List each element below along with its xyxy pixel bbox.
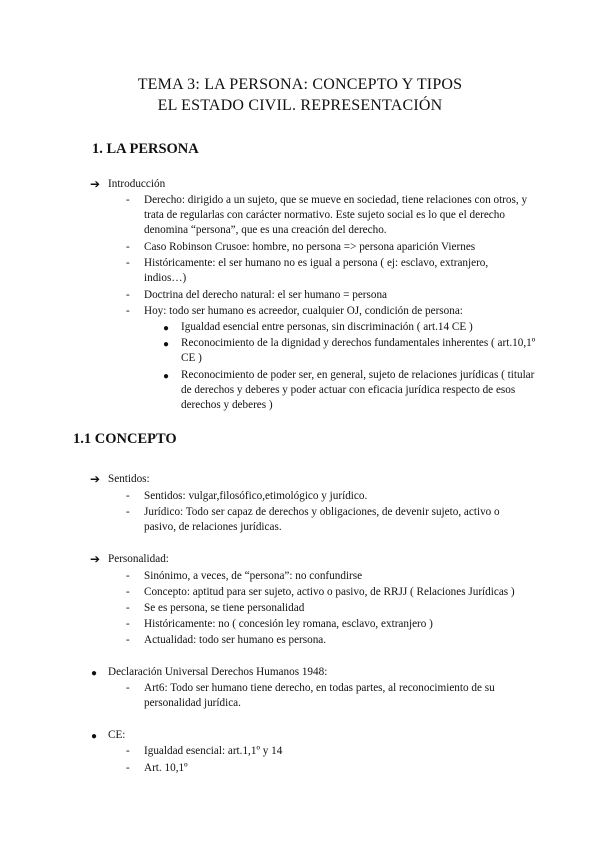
list-item-cont: pasivo, de relaciones jurídicas. <box>144 521 282 533</box>
dash-marker: - <box>126 241 130 253</box>
dash-marker: - <box>126 602 130 614</box>
list-item: Concepto: aptitud para ser sujeto, activo o pasivo, de RRJJ ( Relaciones Jurídicas ) <box>144 586 515 598</box>
dash-marker: - <box>126 194 130 206</box>
declaracion-label: Declaración Universal Derechos Humanos 1948: <box>108 666 328 678</box>
list-item: Jurídico: Todo ser capaz de derechos y obligaciones, de devenir sujeto, activo o <box>144 506 500 518</box>
list-item: Sinónimo, a veces, de “persona”: no confundirse <box>144 570 363 582</box>
dash-marker: - <box>126 506 130 518</box>
sub-list-item-cont: derechos y deberes ) <box>181 399 273 411</box>
section-heading-persona: 1. LA PERSONA <box>92 141 199 157</box>
list-item: Doctrina del derecho natural: el ser humano = persona <box>144 289 388 301</box>
personalidad-label: Personalidad: <box>108 553 169 565</box>
dash-marker: - <box>126 682 130 694</box>
sentidos-label: Sentidos: <box>108 473 150 485</box>
list-item: Se es persona, se tiene personalidad <box>144 602 305 614</box>
sub-list-item: Igualdad esencial entre personas, sin discriminación ( art.14 CE ) <box>181 321 473 333</box>
list-item: Históricamente: no ( concesión ley romana, esclavo, extranjero ) <box>144 618 433 630</box>
bullet-icon: ● <box>91 668 98 679</box>
dash-marker: - <box>126 305 130 317</box>
list-item-cont: personalidad jurídica. <box>144 697 241 709</box>
dash-marker: - <box>126 289 130 301</box>
list-item: Art6: Todo ser humano tiene derecho, en todas partes, al reconocimiento de su <box>144 682 495 694</box>
list-item: Sentidos: vulgar,filosófico,etimológico y jurídico. <box>144 490 368 502</box>
doc-title-line2: EL ESTADO CIVIL. REPRESENTACIÓN <box>157 97 443 114</box>
dash-marker: - <box>126 586 130 598</box>
list-item: Históricamente: el ser humano no es igual a persona ( ej: esclavo, extranjero, <box>144 257 489 269</box>
list-item: Caso Robinson Crusoe: hombre, no persona => persona aparición Viernes <box>144 241 476 253</box>
list-item: Art. 10,1º <box>144 762 188 774</box>
dash-marker: - <box>126 490 130 502</box>
dash-marker: - <box>126 618 130 630</box>
ce-label: CE: <box>108 729 126 741</box>
dash-marker: - <box>126 762 130 774</box>
section-heading-concepto: 1.1 CONCEPTO <box>73 431 177 447</box>
bullet-icon: ● <box>91 731 98 742</box>
dash-marker: - <box>126 745 130 757</box>
sub-list-item: Reconocimiento de poder ser, en general, sujeto de relaciones jurídicas ( titular <box>181 369 535 381</box>
list-item-cont: trata de regularlas con carácter normativo. Este sujeto social es lo que el derecho <box>144 209 505 221</box>
list-item-cont: denomina “persona”, que es una creación del derecho. <box>144 224 387 236</box>
dash-marker: - <box>126 570 130 582</box>
list-item: Derecho: dirigido a un sujeto, que se mueve en sociedad, tiene relaciones con otros, y <box>144 194 528 206</box>
list-item: Actualidad: todo ser humano es persona. <box>144 634 327 646</box>
bullet-icon: ● <box>163 371 170 382</box>
arrow-bullet-icon: ➔ <box>90 177 101 191</box>
sub-list-item: Reconocimiento de la dignidad y derechos fundamentales inherentes ( art.10,1º <box>181 337 536 349</box>
list-item: Hoy: todo ser humano es acreedor, cualquier OJ, condición de persona: <box>144 305 463 317</box>
arrow-bullet-icon: ➔ <box>90 472 101 486</box>
sub-list-item-cont: CE ) <box>181 352 202 364</box>
sub-list-item-cont: de derechos y deberes y poder actuar con eficacia jurídica respecto de esos <box>181 384 516 396</box>
bullet-icon: ● <box>163 323 170 334</box>
intro-label: Introducción <box>108 178 166 190</box>
list-item: Igualdad esencial: art.1,1º y 14 <box>144 745 283 757</box>
dash-marker: - <box>126 634 130 646</box>
arrow-bullet-icon: ➔ <box>90 552 101 566</box>
dash-marker: - <box>126 257 130 269</box>
list-item-cont: indios…) <box>144 272 187 284</box>
bullet-icon: ● <box>163 339 170 350</box>
doc-title-line1: TEMA 3: LA PERSONA: CONCEPTO Y TIPOS <box>137 76 463 93</box>
